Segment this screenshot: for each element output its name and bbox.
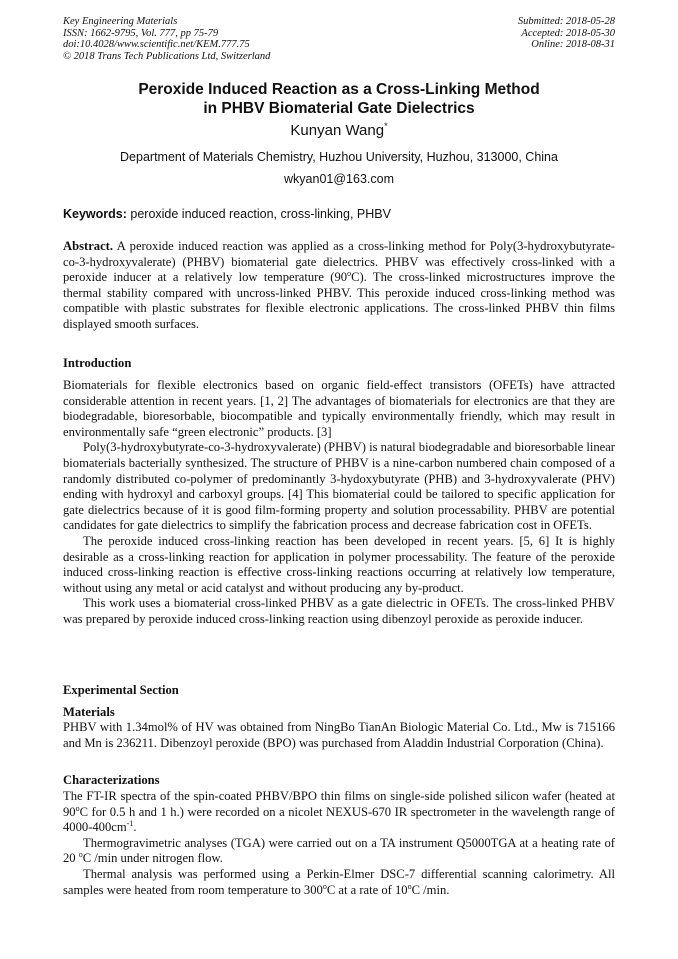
materials-paragraph: PHBV with 1.34mol% of HV was obtained from NingBo TianAn Biologic Material Co. Ltd., Mw is 715166 and Mn is 236211. Dibenzoyl peroxide (BPO) was purchased from Aladdin Industrial Corporation (China). (63, 720, 615, 750)
introduction-body (63, 378, 615, 628)
intro-paragraph-1: Biomaterials for flexible electronics based on organic field-effect transistors (OFETs) have attracted considerable attention in recent years. [1, 2] The advantages of biomaterials for electronics are that they are biodegradable, bioresorbable, biocompatible and typically environmentally friendly, which may result in environmentally safe “green electronic” products. [3] (63, 378, 615, 439)
char-p2-text-a: Thermogravimetric analyses (TGA) were carried out on a TA instrument Q5000TGA at a heating rate of 20 (63, 835, 615, 866)
introduction-heading: Introduction (63, 356, 132, 370)
title-line-2: in PHBV Biomaterial Gate Dielectrics (203, 100, 475, 117)
intro-paragraph-2: Poly(3-hydroxybutyrate-co-3-hydroxyvalerate) (PHBV) is natural biodegradable and bioresorbable linear biomaterials bacterially synthesized. The structure of PHBV is a nine-carbon numbered chain composed of a randomly distributed co-polymer of predominantly 3-hydoxybutyrate (PHB) and 3-hydroxyvalerate (PHV) ending with hydroxyl and carboxyl groups. [4] This biomaterial could be tailored to specific application for gate dielectrics because of it is good film-forming property and solution processability. PHBV are potential candidates for gate dielectrics to simplify the fabrication process and decrease fabrication cost in OFETs. (63, 440, 615, 533)
degree-mark: o (407, 881, 412, 891)
corresponding-mark: * (384, 121, 388, 131)
materials-heading: Materials (63, 705, 115, 719)
abstract (63, 239, 615, 333)
journal-name: Key Engineering Materials (63, 16, 178, 27)
author (63, 122, 615, 140)
char-p1-text-b: C for 0.5 h and 1 h.) were recorded on a nicolet NEXUS-670 IR spectrometer in the wavelength range of 4000-400cm (63, 804, 615, 835)
keywords-text: peroxide induced reaction, cross-linking, PHBV (126, 207, 391, 221)
char-p3-text-a: Thermal analysis was performed using a Perkin-Elmer DSC-7 differential scanning calorimetry. All samples were heated from room temperature to 300 (63, 866, 615, 897)
affiliation: Department of Materials Chemistry, Huzhou University, Huzhou, 313000, China (120, 150, 558, 164)
char-p1-text-a: The FT-IR spectra of the spin-coated PHBV/BPO thin films on single-side polished silicon wafer (heated at 90 (63, 789, 615, 819)
char-paragraph-2 (63, 836, 615, 867)
keywords (63, 206, 615, 222)
char-p3-text-c: C /min. (411, 882, 450, 897)
title-line-1: Peroxide Induced Reaction as a Cross-Linking Method (138, 81, 540, 98)
abstract-text-a: A peroxide induced reaction was applied as a cross-linking method for Poly(3-hydroxybutyrate-co-3-hydroxyvalerate) (PHBV) biomaterial gate dielectrics. PHBV was effectively cross-linked with a peroxide inducer at a relatively low temperature (90 (63, 239, 615, 285)
characterizations-body (63, 789, 615, 898)
author-name: Kunyan Wang (290, 122, 385, 139)
submitted-date: Submitted: 2018-05-28 (517, 16, 615, 27)
exponent-mark: -1 (126, 819, 134, 828)
doi-line: doi:10.4028/www.scientific.net/KEM.777.75 (63, 39, 250, 50)
abstract-text-b: C). The cross-linked microstructures improve the thermal stability compared with uncross-linked PHBV. This peroxide induced cross-linking method was compatible with plastic substrates for flexible electronic applications. The cross-linked PHBV thin films displayed smooth surfaces. (63, 270, 615, 331)
journal-header (63, 16, 270, 62)
char-p3-text-b: C at a rate of 10 (326, 882, 408, 897)
degree-mark: o (347, 269, 352, 278)
copyright-line: © 2018 Trans Tech Publications Ltd, Switzerland (63, 50, 271, 62)
abstract-label: Abstract. (63, 239, 114, 253)
char-p1-text-c: . (133, 820, 137, 835)
keywords-label: Keywords: (63, 207, 127, 221)
degree-mark: o (78, 850, 83, 860)
dates-header (518, 16, 615, 51)
degree-mark: o (75, 803, 80, 813)
author-email: wkyan01@163.com (284, 172, 394, 186)
issn-line: ISSN: 1662-9795, Vol. 777, pp 75-79 (63, 27, 219, 39)
char-paragraph-1 (63, 789, 615, 836)
materials-body (63, 720, 615, 751)
paper-title (63, 80, 615, 118)
online-date: Online: 2018-08-31 (531, 39, 615, 50)
degree-mark: o (322, 881, 327, 891)
intro-paragraph-3: The peroxide induced cross-linking reaction has been developed in recent years. [5, 6] It is highly desirable as a cross-linking reaction for application in polymer processability. The feature of the peroxide induced cross-linking reaction is effective cross-linking reactions occurring at relatively low temperature, without using any metal or acid catalyst and without producing any by-product. (63, 533, 615, 595)
char-paragraph-3 (63, 867, 615, 898)
accepted-date: Accepted: 2018-05-30 (521, 27, 615, 39)
intro-paragraph-4: This work uses a biomaterial cross-linked PHBV as a gate dielectric in OFETs. The cross-linked PHBV was prepared by peroxide induced cross-linking reaction using dibenzoyl peroxide as peroxide inducer. (63, 596, 615, 626)
characterizations-heading: Characterizations (63, 773, 160, 787)
experimental-heading: Experimental Section (63, 683, 179, 697)
char-p2-text-b: C /min under nitrogen flow. (82, 851, 223, 866)
